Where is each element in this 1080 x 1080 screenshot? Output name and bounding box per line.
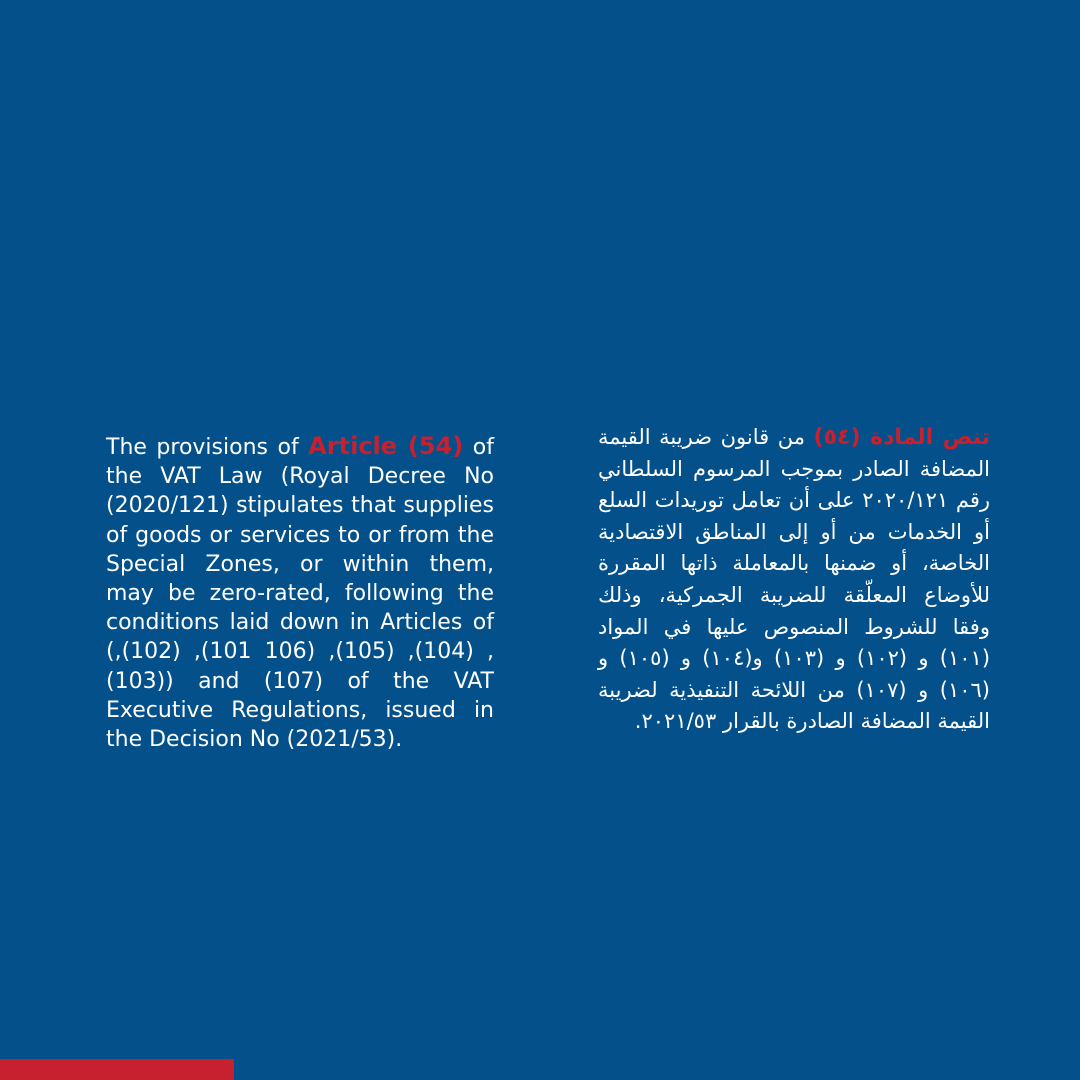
arabic-body-text: من قانون ضريبة القيمة المضافة الصادر بموجب المرسوم السلطاني رقم ٢٠٢٠/١٢١ على أن تعامل توريدات السلع أو الخدمات من أو إلى المناطق الاقتصادية الخاصة، أو ضمنها بالمعاملة ذاتها المقررة للأوضاع المعلّقة للضريبة الجمركية، وذلك وفقا للشروط المنصوص عليها في المواد (١٠١) و (١٠٢) و (١٠٣) و(١٠٤) و (١٠٥) و (١٠٦) و (١٠٧) من اللائحة التنفيذية لضريبة القيمة المضافة الصادرة بالقرار ٢٠٢١/٥٣. [598, 425, 991, 734]
english-paragraph [106, 432, 494, 754]
arabic-paragraph [598, 422, 990, 738]
arabic-article-highlight: تنص المادة (٥٤) [813, 425, 990, 450]
corner-accent-bar [0, 1059, 234, 1080]
english-body-text: of the VAT Law (Royal Decree No (2020/121) stipulates that supplies of goods or services to or from the Special Zones, or within them, may be zero-rated, following the conditions laid down in Articles of (,(102) ,(101 106) ,(105) ,(104) ,(103)) and (107) of the VAT Executive Regulations, issued in the Decision No (2021/53). [106, 435, 494, 753]
english-lead-text: The provisions of [106, 435, 309, 460]
english-article-highlight: Article (54) [308, 432, 464, 460]
